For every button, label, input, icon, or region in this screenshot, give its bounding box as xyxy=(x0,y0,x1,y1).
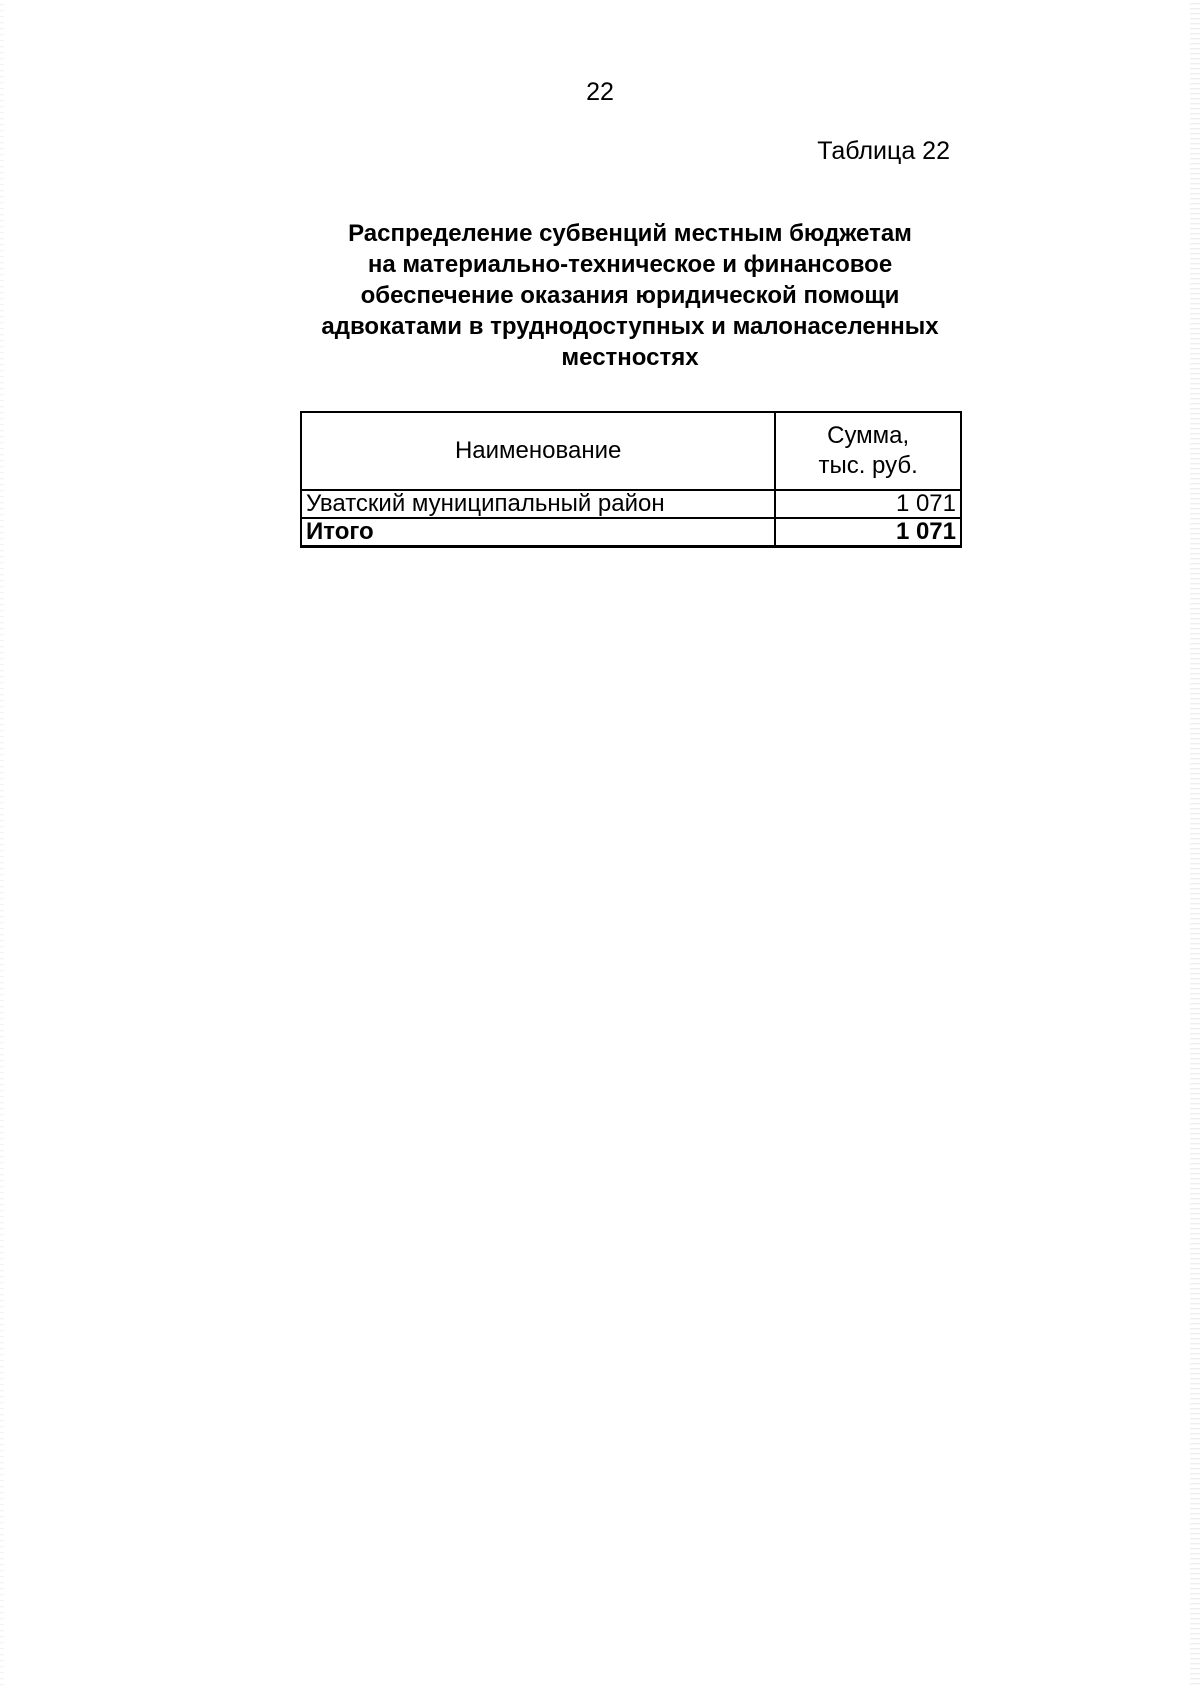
column-header-sum xyxy=(775,412,961,490)
row-sum-cell: 1 071 xyxy=(775,490,961,518)
document-title xyxy=(300,218,960,373)
total-sum-cell: 1 071 xyxy=(775,518,961,547)
title-line: адвокатами в труднодоступных и малонаселенных xyxy=(321,313,939,340)
subventions-table xyxy=(300,411,962,548)
column-header-name: Наименование xyxy=(301,412,775,490)
total-label-cell: Итого xyxy=(301,518,775,547)
title-line: Распределение субвенций местным бюджетам xyxy=(348,220,912,247)
title-line: местностях xyxy=(561,344,699,371)
row-name-cell: Уватский муниципальный район xyxy=(301,490,775,518)
page-number: 22 xyxy=(586,78,614,106)
title-line: обеспечение оказания юридической помощи xyxy=(360,282,900,309)
table-caption: Таблица 22 xyxy=(817,137,950,165)
title-line: на материально-техническое и финансовое xyxy=(367,251,893,278)
table-header-row xyxy=(301,412,961,490)
scan-edge-right xyxy=(1190,0,1200,1686)
table-row xyxy=(301,490,961,518)
column-header-sum-line2: тыс. руб. xyxy=(818,452,918,479)
scan-edge-left xyxy=(0,0,4,1686)
table-total-row xyxy=(301,518,961,547)
column-header-sum-line1: Сумма, xyxy=(827,422,910,449)
